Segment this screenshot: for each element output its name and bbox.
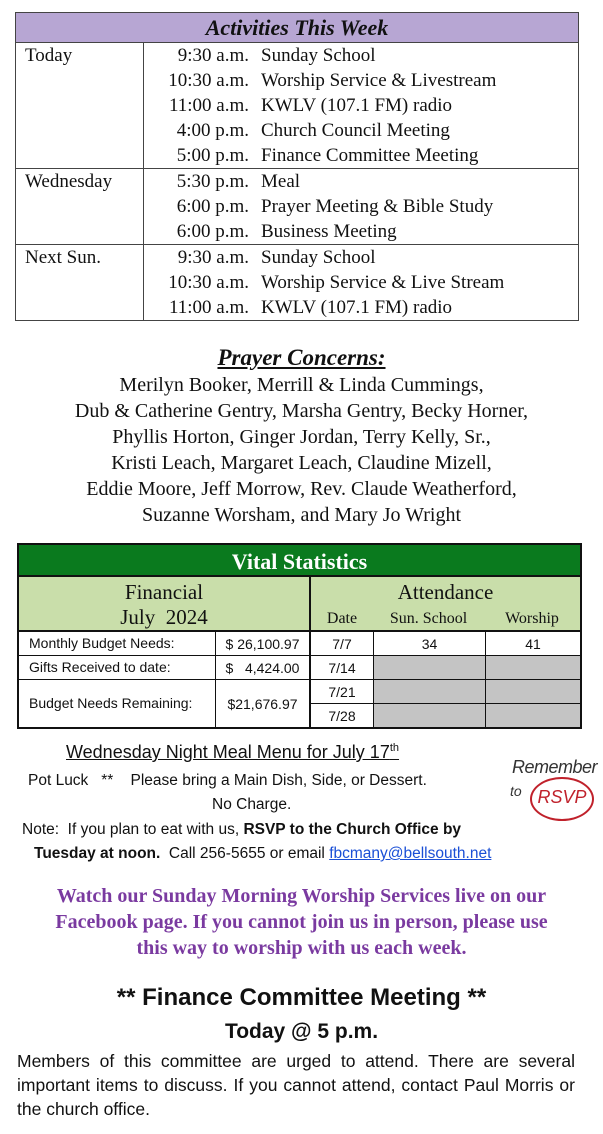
financial-row xyxy=(19,680,311,727)
attendance-worship xyxy=(486,680,580,703)
activity-time: 5:30 p.m. xyxy=(144,169,250,194)
vital-statistics-table xyxy=(17,543,582,729)
financial-label: Gifts Received to date: xyxy=(19,656,216,679)
financial-period: July 2024 xyxy=(120,605,208,629)
activity-row xyxy=(144,118,578,143)
attendance-date: 7/7 xyxy=(311,632,374,655)
finance-body: Members of this committee are urged to attend. There are several important items to discuss. If you cannot attend, contact Paul Morris or the church office. xyxy=(17,1051,575,1119)
activity-time: 11:00 a.m. xyxy=(144,93,250,118)
financial-amount: $21,676.97 xyxy=(216,680,311,727)
attendance-title: Attendance xyxy=(397,580,494,604)
activity-time: 9:30 a.m. xyxy=(144,43,250,68)
activity-time: 9:30 a.m. xyxy=(144,245,250,270)
watch-line: Watch our Sunday Morning Worship Services live on our xyxy=(56,885,547,907)
activity-event: Worship Service & Livestream xyxy=(261,70,497,91)
activity-time: 6:00 p.m. xyxy=(144,194,250,219)
attendance-row xyxy=(311,680,580,704)
attendance-worship xyxy=(486,704,580,727)
attendance-row xyxy=(311,656,580,680)
prayer-list xyxy=(0,372,603,528)
financial-label: Budget Needs Remaining: xyxy=(19,680,216,727)
meal-note-line2 xyxy=(34,845,491,863)
activities-groups xyxy=(16,43,578,320)
vital-body xyxy=(19,630,580,727)
col-sunday-school: Sun. School xyxy=(389,610,468,627)
activities-table xyxy=(15,12,579,321)
activity-rows xyxy=(144,43,578,168)
activity-event: Business Meeting xyxy=(261,221,397,242)
finance-subtitle: Today @ 5 p.m. xyxy=(224,1020,379,1043)
activity-row xyxy=(144,43,578,68)
attendance-worship xyxy=(486,656,580,679)
financial-title: Financial xyxy=(124,580,204,604)
activity-row xyxy=(144,270,578,295)
attendance-date: 7/14 xyxy=(311,656,374,679)
prayer-line: Eddie Moore, Jeff Morrow, Rev. Claude Weatherford, xyxy=(86,478,517,500)
watch-line: this way to worship with us each week. xyxy=(136,937,467,959)
meal-title-sup: th xyxy=(389,742,400,754)
activity-event: Sunday School xyxy=(261,45,376,66)
activity-time: 11:00 a.m. xyxy=(144,295,250,320)
prayer-line: Kristi Leach, Margaret Leach, Claudine Mizell, xyxy=(111,452,492,474)
activities-title: Activities This Week xyxy=(16,13,578,43)
rsvp-badge xyxy=(510,757,596,823)
attendance-header xyxy=(311,577,580,630)
activity-day: Wednesday xyxy=(16,169,144,244)
meal-line-no-charge: No Charge. xyxy=(212,796,292,813)
activity-day: Next Sun. xyxy=(16,245,144,320)
prayer-line: Merilyn Booker, Merrill & Linda Cummings, xyxy=(119,374,484,396)
prayer-line: Phyllis Horton, Ginger Jordan, Terry Kelly, Sr., xyxy=(112,426,491,448)
activity-time: 5:00 p.m. xyxy=(144,143,250,168)
attendance-sunday-school xyxy=(374,656,486,679)
prayer-line: Dub & Catherine Gentry, Marsha Gentry, Becky Horner, xyxy=(74,400,529,422)
attendance-sunday-school xyxy=(374,704,486,727)
activity-row xyxy=(144,219,578,244)
activity-event: KWLV (107.1 FM) radio xyxy=(261,297,453,318)
attendance-date: 7/21 xyxy=(311,680,374,703)
note-deadline-bold: Tuesday at noon. xyxy=(34,845,161,862)
rsvp-text: RSVP xyxy=(537,787,587,807)
vital-header xyxy=(19,575,580,630)
finance-notice xyxy=(0,983,603,1119)
attendance-row xyxy=(311,704,580,727)
activity-row xyxy=(144,143,578,168)
email-link[interactable]: fbcmany@bellsouth.net xyxy=(329,845,492,862)
activity-event: Church Council Meeting xyxy=(261,120,450,141)
rsvp-to: to xyxy=(510,783,522,799)
vital-title: Vital Statistics xyxy=(19,545,580,575)
activity-row xyxy=(144,194,578,219)
financial-amount: $ 4,424.00 xyxy=(216,656,311,679)
col-worship: Worship xyxy=(505,610,559,627)
activity-event: KWLV (107.1 FM) radio xyxy=(261,95,453,116)
activity-event: Prayer Meeting & Bible Study xyxy=(261,196,494,217)
rsvp-remember: Remember xyxy=(512,757,598,777)
note-prefix: Note: If you plan to eat with us, xyxy=(22,821,244,838)
activity-event: Finance Committee Meeting xyxy=(261,145,479,166)
activity-group xyxy=(16,245,578,320)
note-call: Call 256-5655 or email xyxy=(160,845,330,862)
attendance-row xyxy=(311,632,580,656)
meal-note-line1 xyxy=(22,821,461,839)
attendance-sunday-school xyxy=(374,680,486,703)
watch-online-notice xyxy=(0,883,603,961)
financial-header xyxy=(19,577,311,630)
activity-group xyxy=(16,169,578,245)
activity-day: Today xyxy=(16,43,144,168)
prayer-title: Prayer Concerns: xyxy=(217,345,386,370)
financial-rows xyxy=(19,632,311,727)
attendance-date: 7/28 xyxy=(311,704,374,727)
activity-row xyxy=(144,169,578,194)
activity-time: 10:30 a.m. xyxy=(144,270,250,295)
activity-row xyxy=(144,295,578,320)
financial-row xyxy=(19,632,311,656)
activity-row xyxy=(144,245,578,270)
activity-group xyxy=(16,43,578,169)
prayer-line: Suzanne Worsham, and Mary Jo Wright xyxy=(141,504,461,526)
prayer-concerns xyxy=(0,344,603,528)
activity-rows xyxy=(144,245,578,320)
attendance-rows xyxy=(311,632,580,727)
attendance-sunday-school: 34 xyxy=(374,632,486,655)
meal-line-potluck: Pot Luck ** Please bring a Main Dish, Side, or Dessert. xyxy=(28,772,427,789)
note-rsvp-bold: RSVP to the Church Office by xyxy=(243,821,462,838)
activity-time: 10:30 a.m. xyxy=(144,68,250,93)
meal-title-text: Wednesday Night Meal Menu for July 17 xyxy=(66,742,390,762)
attendance-worship: 41 xyxy=(525,635,541,652)
activity-row xyxy=(144,68,578,93)
activity-rows xyxy=(144,169,578,244)
activity-event: Meal xyxy=(261,171,301,192)
activity-event: Sunday School xyxy=(261,247,376,268)
activity-row xyxy=(144,93,578,118)
financial-row xyxy=(19,656,311,680)
meal-title xyxy=(66,742,399,763)
finance-title: ** Finance Committee Meeting ** xyxy=(116,984,487,1011)
col-date: Date xyxy=(326,610,358,627)
financial-amount: $ 26,100.97 xyxy=(216,632,311,655)
activity-time: 4:00 p.m. xyxy=(144,118,250,143)
activity-event: Worship Service & Live Stream xyxy=(261,272,505,293)
activity-time: 6:00 p.m. xyxy=(144,219,250,244)
financial-label: Monthly Budget Needs: xyxy=(19,632,216,655)
attendance-columns xyxy=(311,610,580,628)
watch-line: Facebook page. If you cannot join us in person, please use xyxy=(55,911,548,933)
